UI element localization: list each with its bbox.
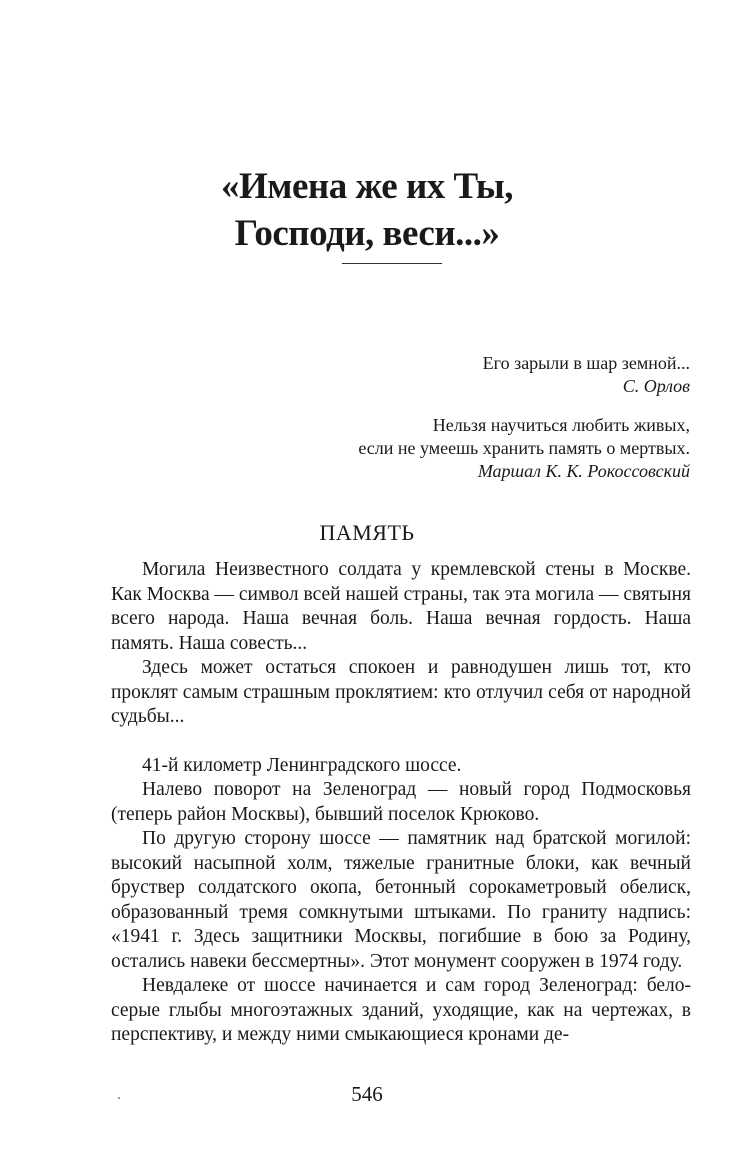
chapter-title	[0, 163, 734, 257]
page-number: 546	[351, 1082, 383, 1106]
paragraph: Могила Неизвестного солдата у кремлевской стены в Москве. Как Москва — символ всей нашей страны, так эта могила — святыня всего народа. Наша вечная боль. Наша вечная гордость. Наша память. Наша совесть...	[111, 559, 691, 654]
paragraph: По другую сторону шоссе — памятник над братской могилой: высокий насыпной холм, тяжелые гранитные блоки, как вечный бруствер солдатского окопа, бетонный сорокаметровый обелиск, образованный тремя сомкнутыми штыками. По граниту надпись: «1941 г. Здесь защитники Москвы, погибшие в бою за Родину, остались навеки бессмертны». Этот монумент сооружен в 1974 году.	[111, 828, 691, 972]
epigraph-2-line-1: Нельзя научиться любить живых,	[432, 415, 690, 435]
epigraph-2-author: Маршал К. К. Рокоссовский	[477, 461, 690, 481]
title-divider	[342, 263, 442, 264]
section-title: ПАМЯТЬ	[319, 520, 415, 545]
epigraph-1-author: С. Орлов	[622, 376, 690, 396]
paragraph: Невдалеке от шоссе начинается и сам город Зеленоград: белосерые глыбы многоэтажных зданий, уходящие, как на чертежах, в перспективу, и между ними смыкающиеся кронами де-	[111, 975, 691, 1045]
paragraph: Здесь может остаться спокоен и равнодушен лишь тот, кто проклят самым страшным проклятием: кто отлучил себя от народной судьбы...	[111, 657, 691, 727]
paragraph: Налево поворот на Зеленоград — новый город Подмосковья (теперь район Москвы), бывший поселок Крюково.	[111, 779, 691, 825]
chapter-title-line-1: «Имена же их Ты,	[220, 166, 514, 207]
epigraph-1-line: Его зарыли в шар земной...	[482, 353, 690, 373]
paragraph: 41-й километр Ленинградского шоссе.	[142, 754, 462, 776]
body-text	[111, 558, 691, 1048]
epigraph-2-line-2: если не умеешь хранить память о мертвых.	[358, 438, 690, 458]
epigraphs	[130, 352, 690, 483]
chapter-title-line-2: Господи, веси...»	[234, 213, 500, 254]
